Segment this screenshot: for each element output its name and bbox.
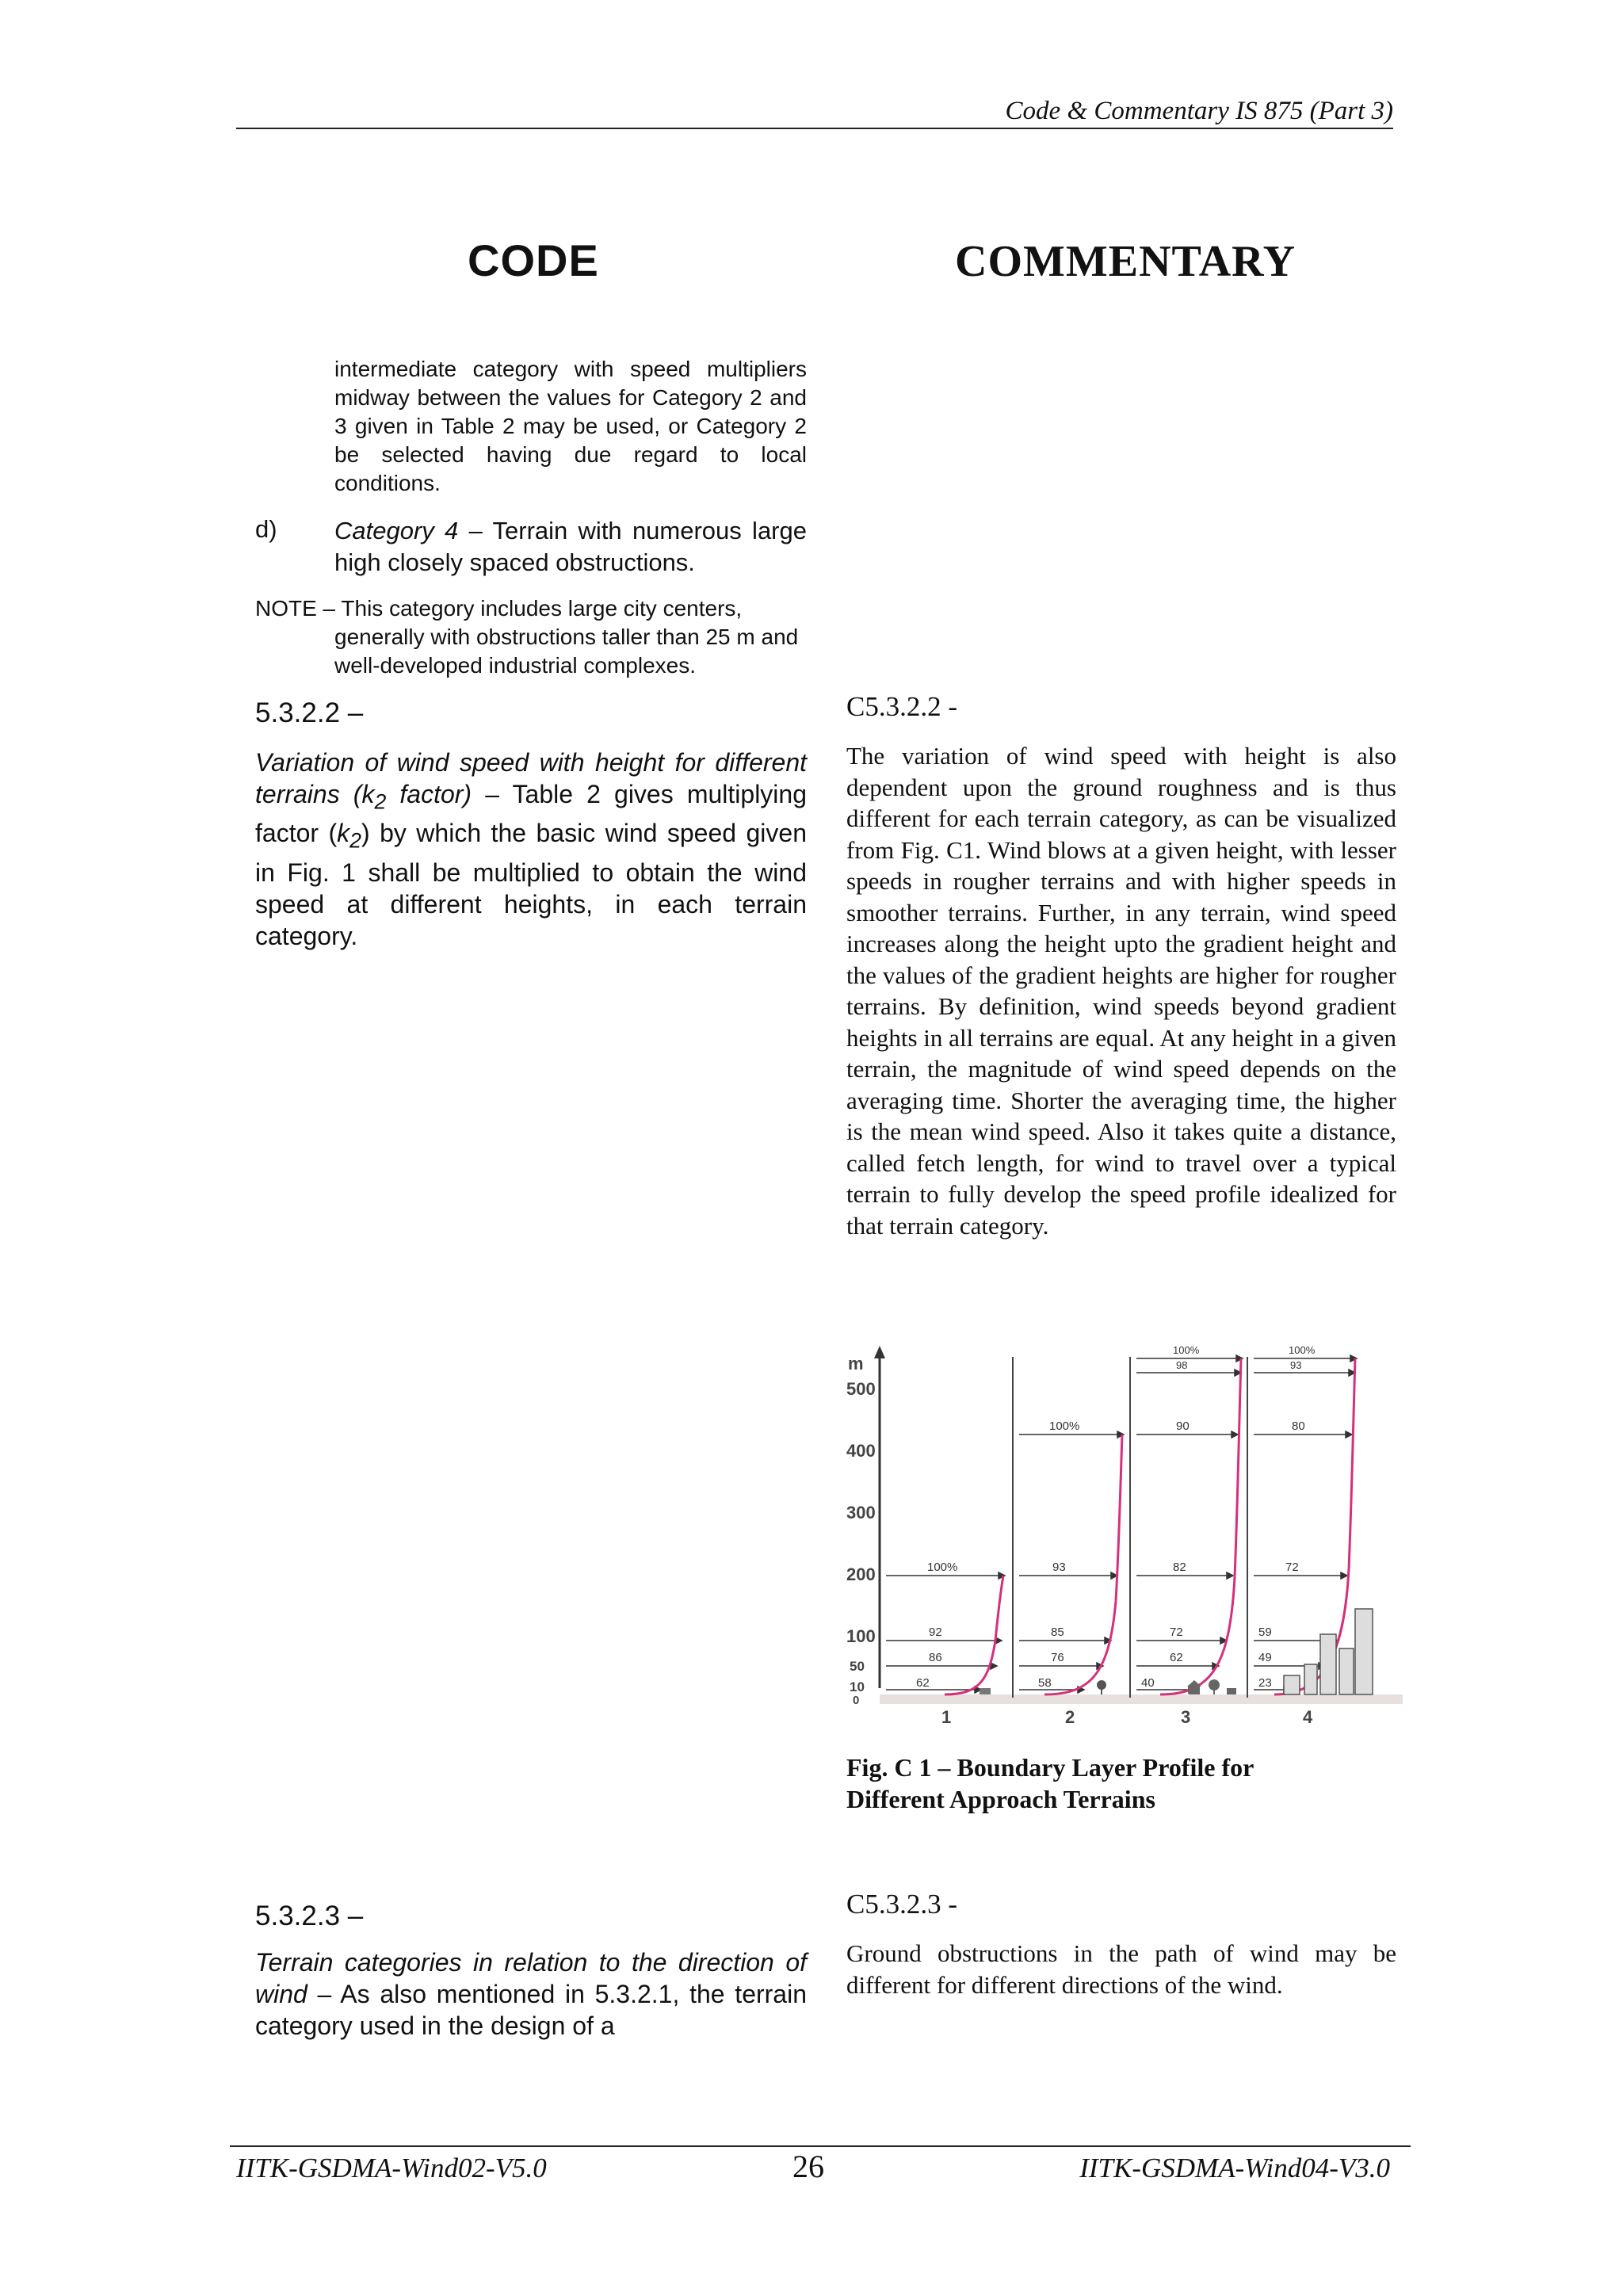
t2-label-76: 76 — [1051, 1651, 1064, 1664]
page-number: 26 — [792, 2149, 824, 2184]
boundary-layer-figure — [840, 1339, 1411, 1727]
boundary-layer-svg — [840, 1339, 1411, 1727]
t1-label-92: 92 — [929, 1626, 942, 1639]
footer-right-id: IITK-GSDMA-Wind04-V3.0 — [1079, 2153, 1390, 2183]
item-d-description: – Terrain with numerous large high closely spaced obstructions. — [334, 517, 807, 576]
code-5323-title: 5.3.2.3 – — [255, 1901, 364, 1931]
t3-label-72: 72 — [1170, 1626, 1183, 1639]
code-5322-sub: 2 — [374, 789, 387, 814]
code-5323-body — [255, 1946, 807, 2042]
y-tick-400: 400 — [846, 1441, 876, 1461]
t3-label-98: 98 — [1176, 1359, 1188, 1371]
t1-label-100: 100% — [927, 1561, 958, 1574]
code-column-heading: CODE — [468, 235, 599, 285]
item-d-category: Category 4 — [334, 517, 459, 544]
y-tick-500: 500 — [846, 1379, 876, 1399]
note-rest: generally with obstructions taller than 25 m and well-developed industrial complexes. — [334, 625, 799, 678]
note-block — [255, 594, 807, 680]
t3-label-90: 90 — [1176, 1419, 1190, 1433]
t4-label-100: 100% — [1289, 1344, 1316, 1356]
figure-caption — [846, 1752, 1396, 1815]
t1-label-86: 86 — [929, 1651, 942, 1664]
t3-label-62: 62 — [1170, 1651, 1183, 1664]
t1-label-62: 62 — [916, 1676, 930, 1690]
code-5322-text-a: – Table 2 gives multiplying factor ( — [255, 780, 808, 848]
y-tick-50: 50 — [850, 1659, 865, 1674]
figure-caption-line1: Fig. C 1 – Boundary Layer Profile for — [846, 1753, 1254, 1782]
intermediate-category-paragraph: intermediate category with speed multipliers midway between the values for Category 2 and 3 given in Table 2 may be used, or Category 2 be selected having due regard to local conditions. — [334, 357, 807, 495]
code-5322-title: 5.3.2.2 – — [255, 697, 364, 728]
figure-caption-line2: Different Approach Terrains — [846, 1785, 1155, 1813]
terrain-label-2: 2 — [1065, 1707, 1075, 1727]
t4-label-93: 93 — [1290, 1359, 1302, 1371]
item-d-label: d) — [255, 515, 277, 543]
code-5322-italic-a: Variation of wind speed with height for different terrains (k — [255, 748, 807, 808]
code-5322-k-sub: 2 — [349, 828, 361, 853]
t3-label-100: 100% — [1173, 1344, 1200, 1356]
t4-label-80: 80 — [1292, 1419, 1305, 1433]
code-5322-k: k — [337, 819, 350, 848]
y-tick-0: 0 — [853, 1694, 860, 1707]
running-header: Code & Commentary IS 875 (Part 3) — [1005, 97, 1393, 125]
t2-label-100: 100% — [1049, 1419, 1080, 1433]
code-5322-italic-b: factor) — [386, 780, 472, 808]
header-rule — [236, 128, 1393, 129]
code-5322-body — [255, 747, 807, 952]
terrain-label-4: 4 — [1303, 1707, 1313, 1727]
commentary-column-heading: COMMENTARY — [955, 237, 1296, 286]
ground-strip — [880, 1694, 1403, 1704]
terrain-1-hut-icon — [980, 1688, 991, 1694]
y-tick-100: 100 — [846, 1626, 876, 1646]
y-tick-200: 200 — [846, 1564, 876, 1584]
t4-label-23: 23 — [1258, 1676, 1272, 1690]
commentary-c5323-title: C5.3.2.3 - — [846, 1889, 957, 1920]
code-5323-italic: Terrain categories in relation to the direction of wind — [255, 1948, 807, 2008]
commentary-c5322-body: The variation of wind speed with height is also dependent upon the ground roughness and is thus different for each terrain category, as can be visualized from Fig. C1. Wind blows at a given height, with lesser speeds in rougher terrains and with higher speeds in smoother terrains. Further, in any terrain, wind speed increases along the height upto the gradient height and the values of the gradient heights are higher for rougher terrains. By definition, wind speeds beyond gradient heights in all terrains are equal. At any height in a given terrain, the magnitude of wind speed depends on the averaging time. Shorter the averaging time, the higher is the mean wind speed. Also it takes quite a distance, called fetch length, for wind to travel over a typical terrain to fully develop the speed profile idealized for that terrain category. — [846, 742, 1396, 1240]
note-first-line: NOTE – This category includes large city centers, — [255, 596, 743, 621]
commentary-c5322-title: C5.3.2.2 - — [846, 691, 957, 722]
terrain-label-1: 1 — [941, 1707, 952, 1727]
t4-label-59: 59 — [1258, 1626, 1272, 1639]
item-d-text — [334, 515, 807, 579]
t3-label-40: 40 — [1141, 1676, 1155, 1690]
terrain-label-3: 3 — [1181, 1707, 1191, 1727]
code-5323-text: – As also mentioned in 5.3.2.1, the terrain category used in the design of a — [255, 1980, 807, 2040]
t4-label-72: 72 — [1285, 1561, 1299, 1574]
t4-label-49: 49 — [1258, 1651, 1272, 1664]
t2-label-58: 58 — [1038, 1676, 1052, 1690]
t3-label-82: 82 — [1173, 1561, 1186, 1574]
commentary-c5323-body: Ground obstructions in the path of wind may be different for different directions of the wind. — [846, 1939, 1396, 1999]
t2-label-85: 85 — [1051, 1626, 1064, 1639]
y-tick-10: 10 — [850, 1679, 865, 1694]
t2-label-93: 93 — [1052, 1561, 1066, 1574]
code-5322-text-b: ) by which the basic wind speed given in Fig. 1 shall be multiplied to obtain the wind speed at different heights, in each terrain category. — [255, 819, 808, 950]
y-axis-unit: m — [848, 1354, 864, 1373]
footer-left-id: IITK-GSDMA-Wind02-V5.0 — [236, 2153, 547, 2183]
footer-rule — [230, 2145, 1411, 2147]
y-tick-300: 300 — [846, 1503, 876, 1522]
